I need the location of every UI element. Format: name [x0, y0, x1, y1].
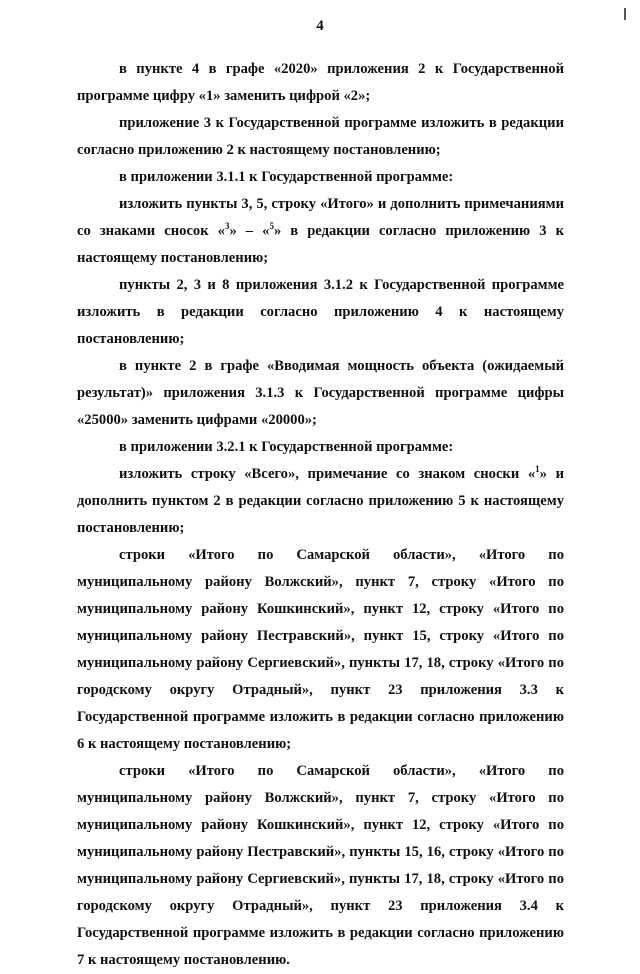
footnote-mark-3: 3 [224, 221, 230, 231]
paragraph-3: в приложении 3.1.1 к Государственной программе: [119, 169, 454, 185]
paragraph-4-text-after: » в редакции согласно приложению 3 к настоящему постановлению; [77, 223, 564, 266]
paragraph-4-text-before: изложить пункты 3, 5, строку «Итого» и дополнить примечаниями со знаками сносок « [77, 196, 564, 239]
paragraph-2: приложение 3 к Государственной программе изложить в редакции согласно приложению 2 к настоящему постановлению; [77, 115, 564, 158]
page-number: 4 [316, 18, 324, 34]
document-body [77, 56, 564, 974]
paragraph-8-text-before: изложить строку «Всего», примечание со знаком сноски « [119, 466, 536, 482]
paragraph-8 [77, 461, 564, 542]
paragraph-1: в пункте 4 в графе «2020» приложения 2 к Государственной программе цифру «1» заменить цифрой «2»; [77, 61, 564, 104]
footnote-mark-5: 5 [269, 221, 274, 231]
paragraph-7: в приложении 3.2.1 к Государственной программе: [119, 439, 454, 455]
paragraph-8-text-after: » и дополнить пунктом 2 в редакции согласно приложению 5 к настоящему постановлению; [77, 466, 564, 536]
paragraph-5: пункты 2, 3 и 8 приложения 3.1.2 к Государственной программе изложить в редакции согласно приложению 4 к настоящему постановлению; [77, 277, 564, 347]
paragraph-4 [77, 191, 564, 272]
paragraph-10: строки «Итого по Самарской области», «Итого по муниципальному району Волжский», пункт 7, строку «Итого по муниципальному району Кошкинский», пункт 12, строку «Итого по муниципальному району Пестравский», пункты 15, 16, строку «Итого по муниципальному району Сергиевский», пункты 17, 18, строку «Итого по городскому округу Отрадный», пункт 23 приложения 3.4 к Государственной программе изложить в редакции согласно приложению 7 к настоящему постановлению. [77, 763, 564, 968]
paragraph-6: в пункте 2 в графе «Вводимая мощность объекта (ожидаемый результат)» приложения 3.1.3 к Государственной программе цифры «25000» заменить цифрами «20000»; [77, 358, 564, 428]
paragraph-9: строки «Итого по Самарской области», «Итого по муниципальному району Волжский», пункт 7, строку «Итого по муниципальному району Кошкинский», пункт 12, строку «Итого по муниципальному району Пестравский», пункт 15, строку «Итого по муниципальному району Сергиевский», пункты 17, 18, строку «Итого по городскому округу Отрадный», пункт 23 приложения 3.3 к Государственной программе изложить в редакции согласно приложению 6 к настоящему постановлению; [77, 547, 564, 752]
footnote-mark-1: 1 [535, 464, 540, 474]
paragraph-4-text-middle: » – « [229, 223, 270, 239]
